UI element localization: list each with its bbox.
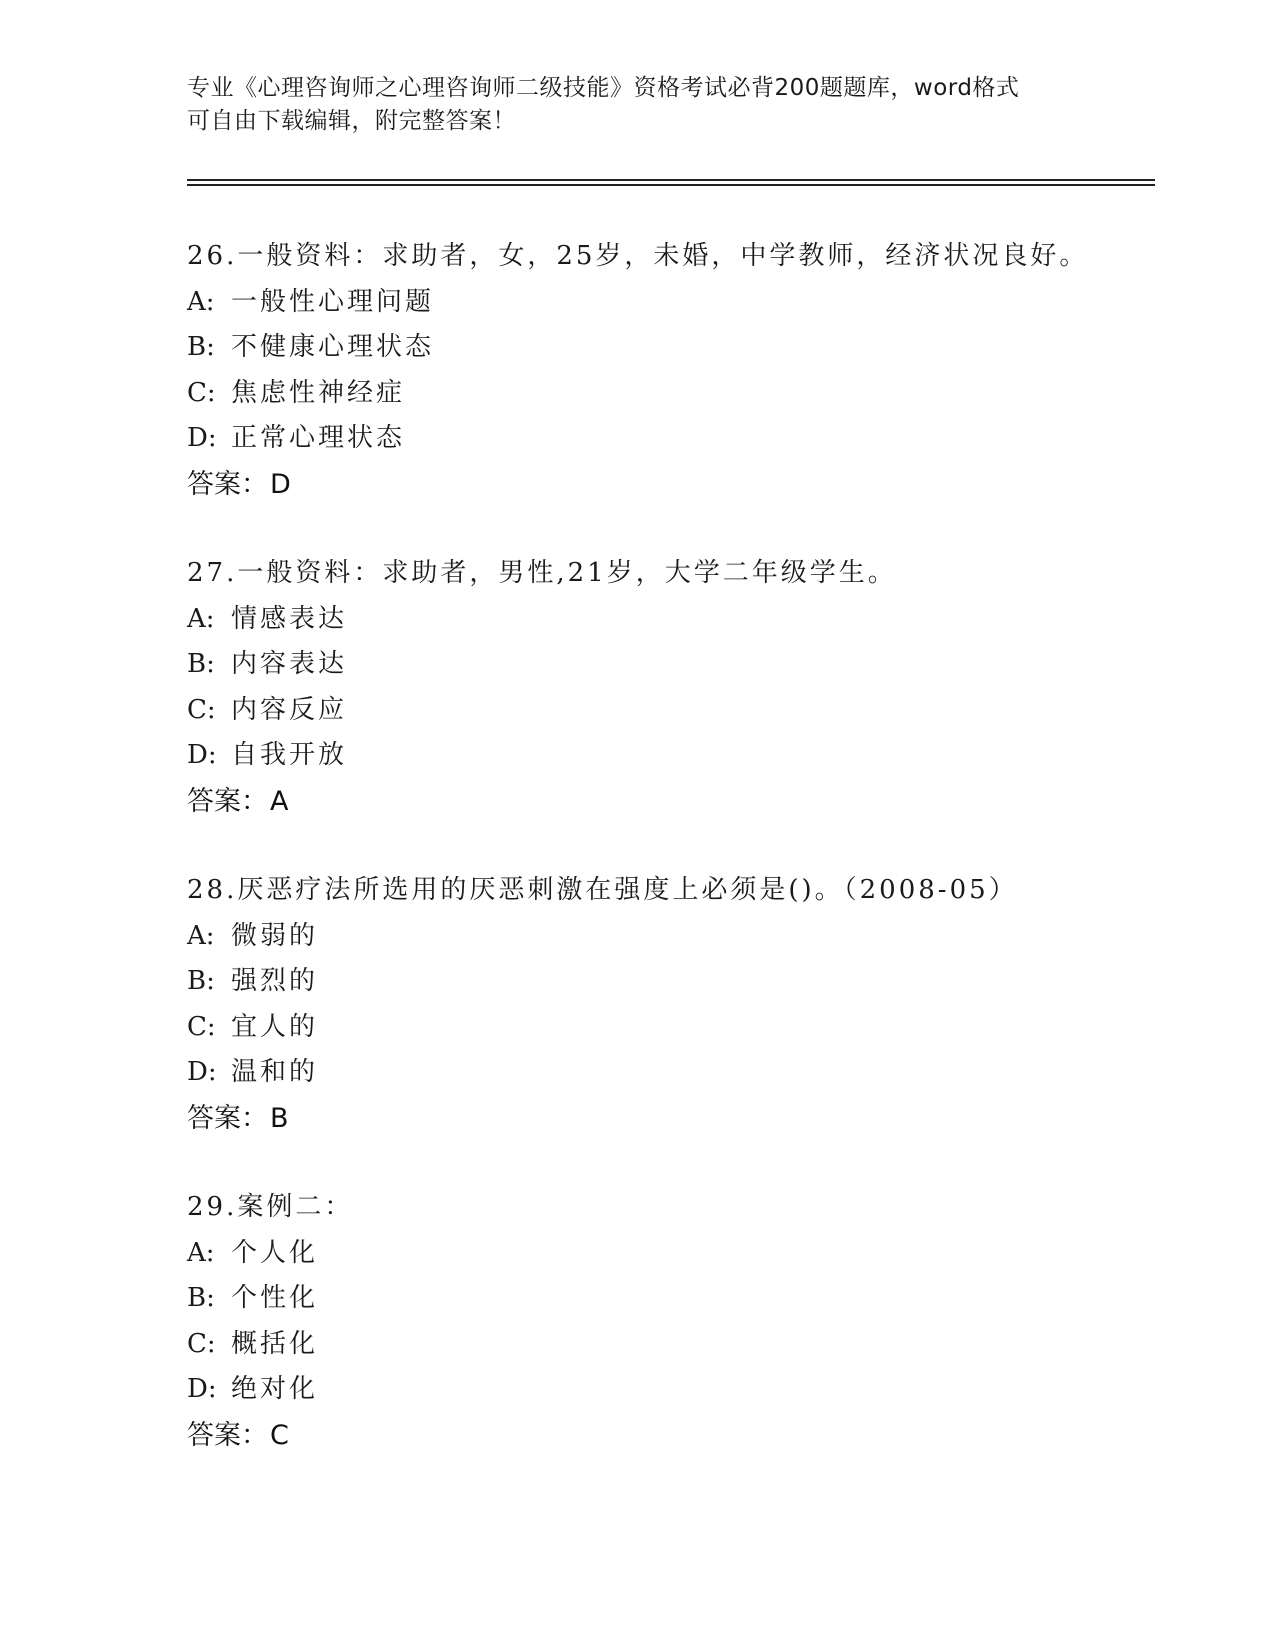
option-letter: D: [187,423,217,453]
option-text: 内容反应 [231,694,348,725]
option-d [187,1050,1155,1096]
option-c [187,1005,1155,1051]
option-text: 强烈的 [231,966,319,996]
answer-label: 答案： [187,1102,268,1134]
header-divider-top [187,179,1155,181]
answer-value: C [270,1419,289,1451]
option-letter: B: [187,1283,215,1313]
option-letter: D: [187,1374,217,1404]
question-list [187,234,1155,1502]
option-text: 个人化 [231,1237,319,1268]
option-letter: A: [187,1237,215,1268]
answer-label: 答案： [187,785,268,817]
option-c [187,371,1155,417]
answer-label: 答案： [187,1419,268,1451]
option-d [187,733,1155,779]
option-text: 自我开放 [231,740,348,770]
answer-line [187,779,1155,825]
question-text: 27.一般资料：求助者，男性,21岁，大学二年级学生。 [187,558,897,588]
option-text: 个性化 [231,1283,319,1313]
option-d [187,416,1155,462]
option-text: 温和的 [231,1057,319,1087]
option-c [187,688,1155,734]
answer-value: D [270,468,291,500]
option-text: 概括化 [231,1328,319,1359]
option-letter: D: [187,1057,217,1087]
option-a [187,1231,1155,1277]
option-text: 宜人的 [231,1011,319,1042]
question-text: 29.案例二： [187,1192,354,1222]
answer-label: 答案： [187,468,268,500]
option-a [187,914,1155,960]
header-line-2: 可自由下载编辑，附完整答案！ [187,108,516,134]
document-header [187,72,1087,138]
option-d [187,1367,1155,1413]
answer-value: A [270,785,289,817]
header-divider-bottom [187,184,1155,186]
question-28 [187,868,1155,1141]
option-a [187,280,1155,326]
question-27 [187,551,1155,824]
option-letter: C: [187,1011,216,1042]
question-26 [187,234,1155,507]
option-letter: C: [187,1328,216,1359]
option-c [187,1322,1155,1368]
option-letter: B: [187,332,215,362]
header-line-1: 专业《心理咨询师之心理咨询师二级技能》资格考试必背200题题库，word格式 [187,75,1020,101]
answer-value: B [270,1102,289,1134]
option-b [187,959,1155,1005]
option-text: 不健康心理状态 [231,332,435,362]
question-text: 28.厌恶疗法所选用的厌恶刺激在强度上必须是()。（2008-05） [187,875,1018,905]
option-text: 正常心理状态 [231,423,406,453]
question-text: 26.一般资料：求助者，女，25岁，未婚，中学教师，经济状况良好。 [187,241,1089,271]
option-letter: B: [187,966,215,996]
option-b [187,642,1155,688]
question-29 [187,1185,1155,1458]
answer-line [187,462,1155,508]
option-b [187,1276,1155,1322]
option-text: 一般性心理问题 [231,286,435,317]
answer-line [187,1413,1155,1459]
option-a [187,597,1155,643]
option-letter: D: [187,740,217,770]
option-letter: A: [187,920,215,951]
option-b [187,325,1155,371]
option-text: 情感表达 [231,603,348,634]
option-text: 内容表达 [231,649,348,679]
option-letter: A: [187,286,215,317]
option-letter: C: [187,694,216,725]
answer-line [187,1096,1155,1142]
option-text: 微弱的 [231,920,319,951]
option-letter: A: [187,603,215,634]
option-letter: B: [187,649,215,679]
option-text: 焦虑性神经症 [231,377,406,408]
option-letter: C: [187,377,216,408]
option-text: 绝对化 [231,1374,319,1404]
